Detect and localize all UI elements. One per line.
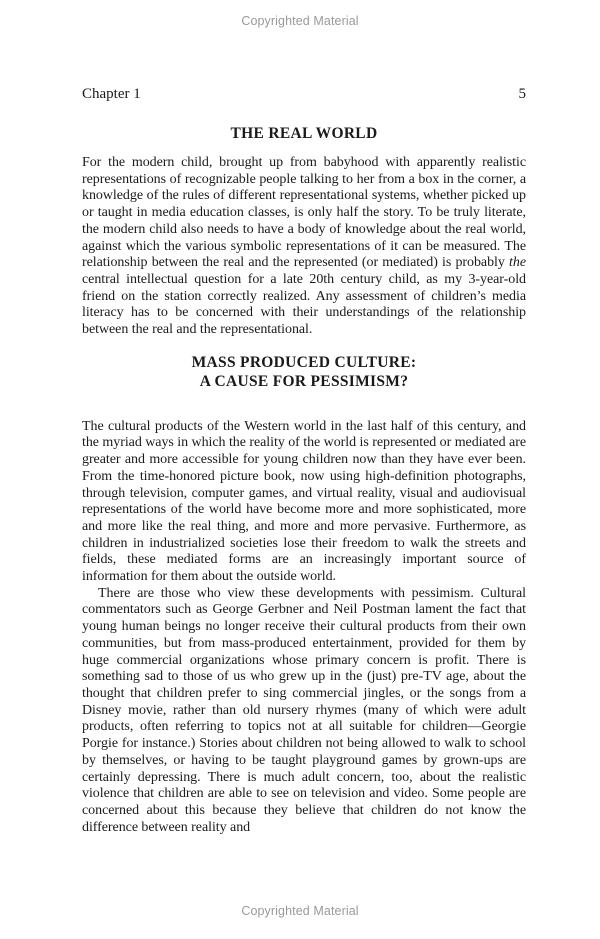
paragraph-cultural-products: The cultural products of the Western world in the last half of this century, and the myriad ways in which the reality of the world is represented or mediated are greater and more accessible for young children now than they have ever been. From the time-honored picture book, now using high-definition photographs, through television, computer games, and virtual reality, visual and audiovisual representations of the world have become more and more sophisticated, more and more like the real thing, and more and more pervasive. Furthermore, as children in industrialized societies lose their freedom to walk the streets and fields, these mediated forms are an increasingly important source of information for them about the outside world. — [82, 418, 526, 585]
paragraph-real-world — [82, 155, 526, 339]
running-head — [82, 84, 526, 104]
chapter-label: Chapter 1 — [82, 86, 141, 102]
section-heading-real-world: THE REAL WORLD — [230, 125, 378, 142]
heading-line-1: MASS PRODUCED CULTURE: — [191, 353, 417, 371]
section-heading-mass-produced — [82, 353, 526, 391]
page-number: 5 — [518, 86, 526, 102]
paragraph-text-part: central intellectual question for a late 20th century child, as my 3-year-old friend on the station correctly realized. Any assessment of children’s media literacy has to be concerned with their understandings of the relationship between the real and the representational. — [82, 271, 526, 338]
paragraph-pessimism: There are those who view these developments with pessimism. Cultural commentators such as George Gerbner and Neil Postman lament the fact that young human beings no longer receive their cultural products from their own communities, but from mass-produced entertainment, provided for them by huge commercial organizations whose primary concern is profit. There is something sad to those of us who grew up in the (just) pre-TV age, about the thought that children prefer to sing commercial jingles, or the songs from a Disney movie, rather than old nursery rhymes (many of which were adult products, often referring to topics not at all suitable for children—Georgie Porgie for instance.) Stories about children not being allowed to walk to school by themselves, or having to be taught playground games by grown-ups are certainly depressing. There is much adult concern, too, about the realistic violence that children are able to see on television and video. Some people are concerned about this because they believe that children do not know the difference between reality and — [82, 585, 526, 835]
paragraph-text-part: For the modern child, brought up from babyhood with apparently realistic representations of recognizable people talking to her from a box in the corner, a knowledge of the rules of different representational systems, whether picked up or taught in media education classes, is only half the story. To be truly literate, the modern child also needs to have a body of knowledge about the real world, against which the various symbolic representations of it can be measured. The relationship between the real and the represented (or mediated) is probably — [82, 155, 526, 271]
emphasis-the: the — [509, 255, 526, 271]
heading-line-2: A CAUSE FOR PESSIMISM? — [199, 372, 409, 390]
copyright-watermark-bottom: Copyrighted Material — [241, 904, 359, 918]
book-page — [82, 84, 526, 836]
copyright-watermark-top: Copyrighted Material — [241, 14, 359, 28]
